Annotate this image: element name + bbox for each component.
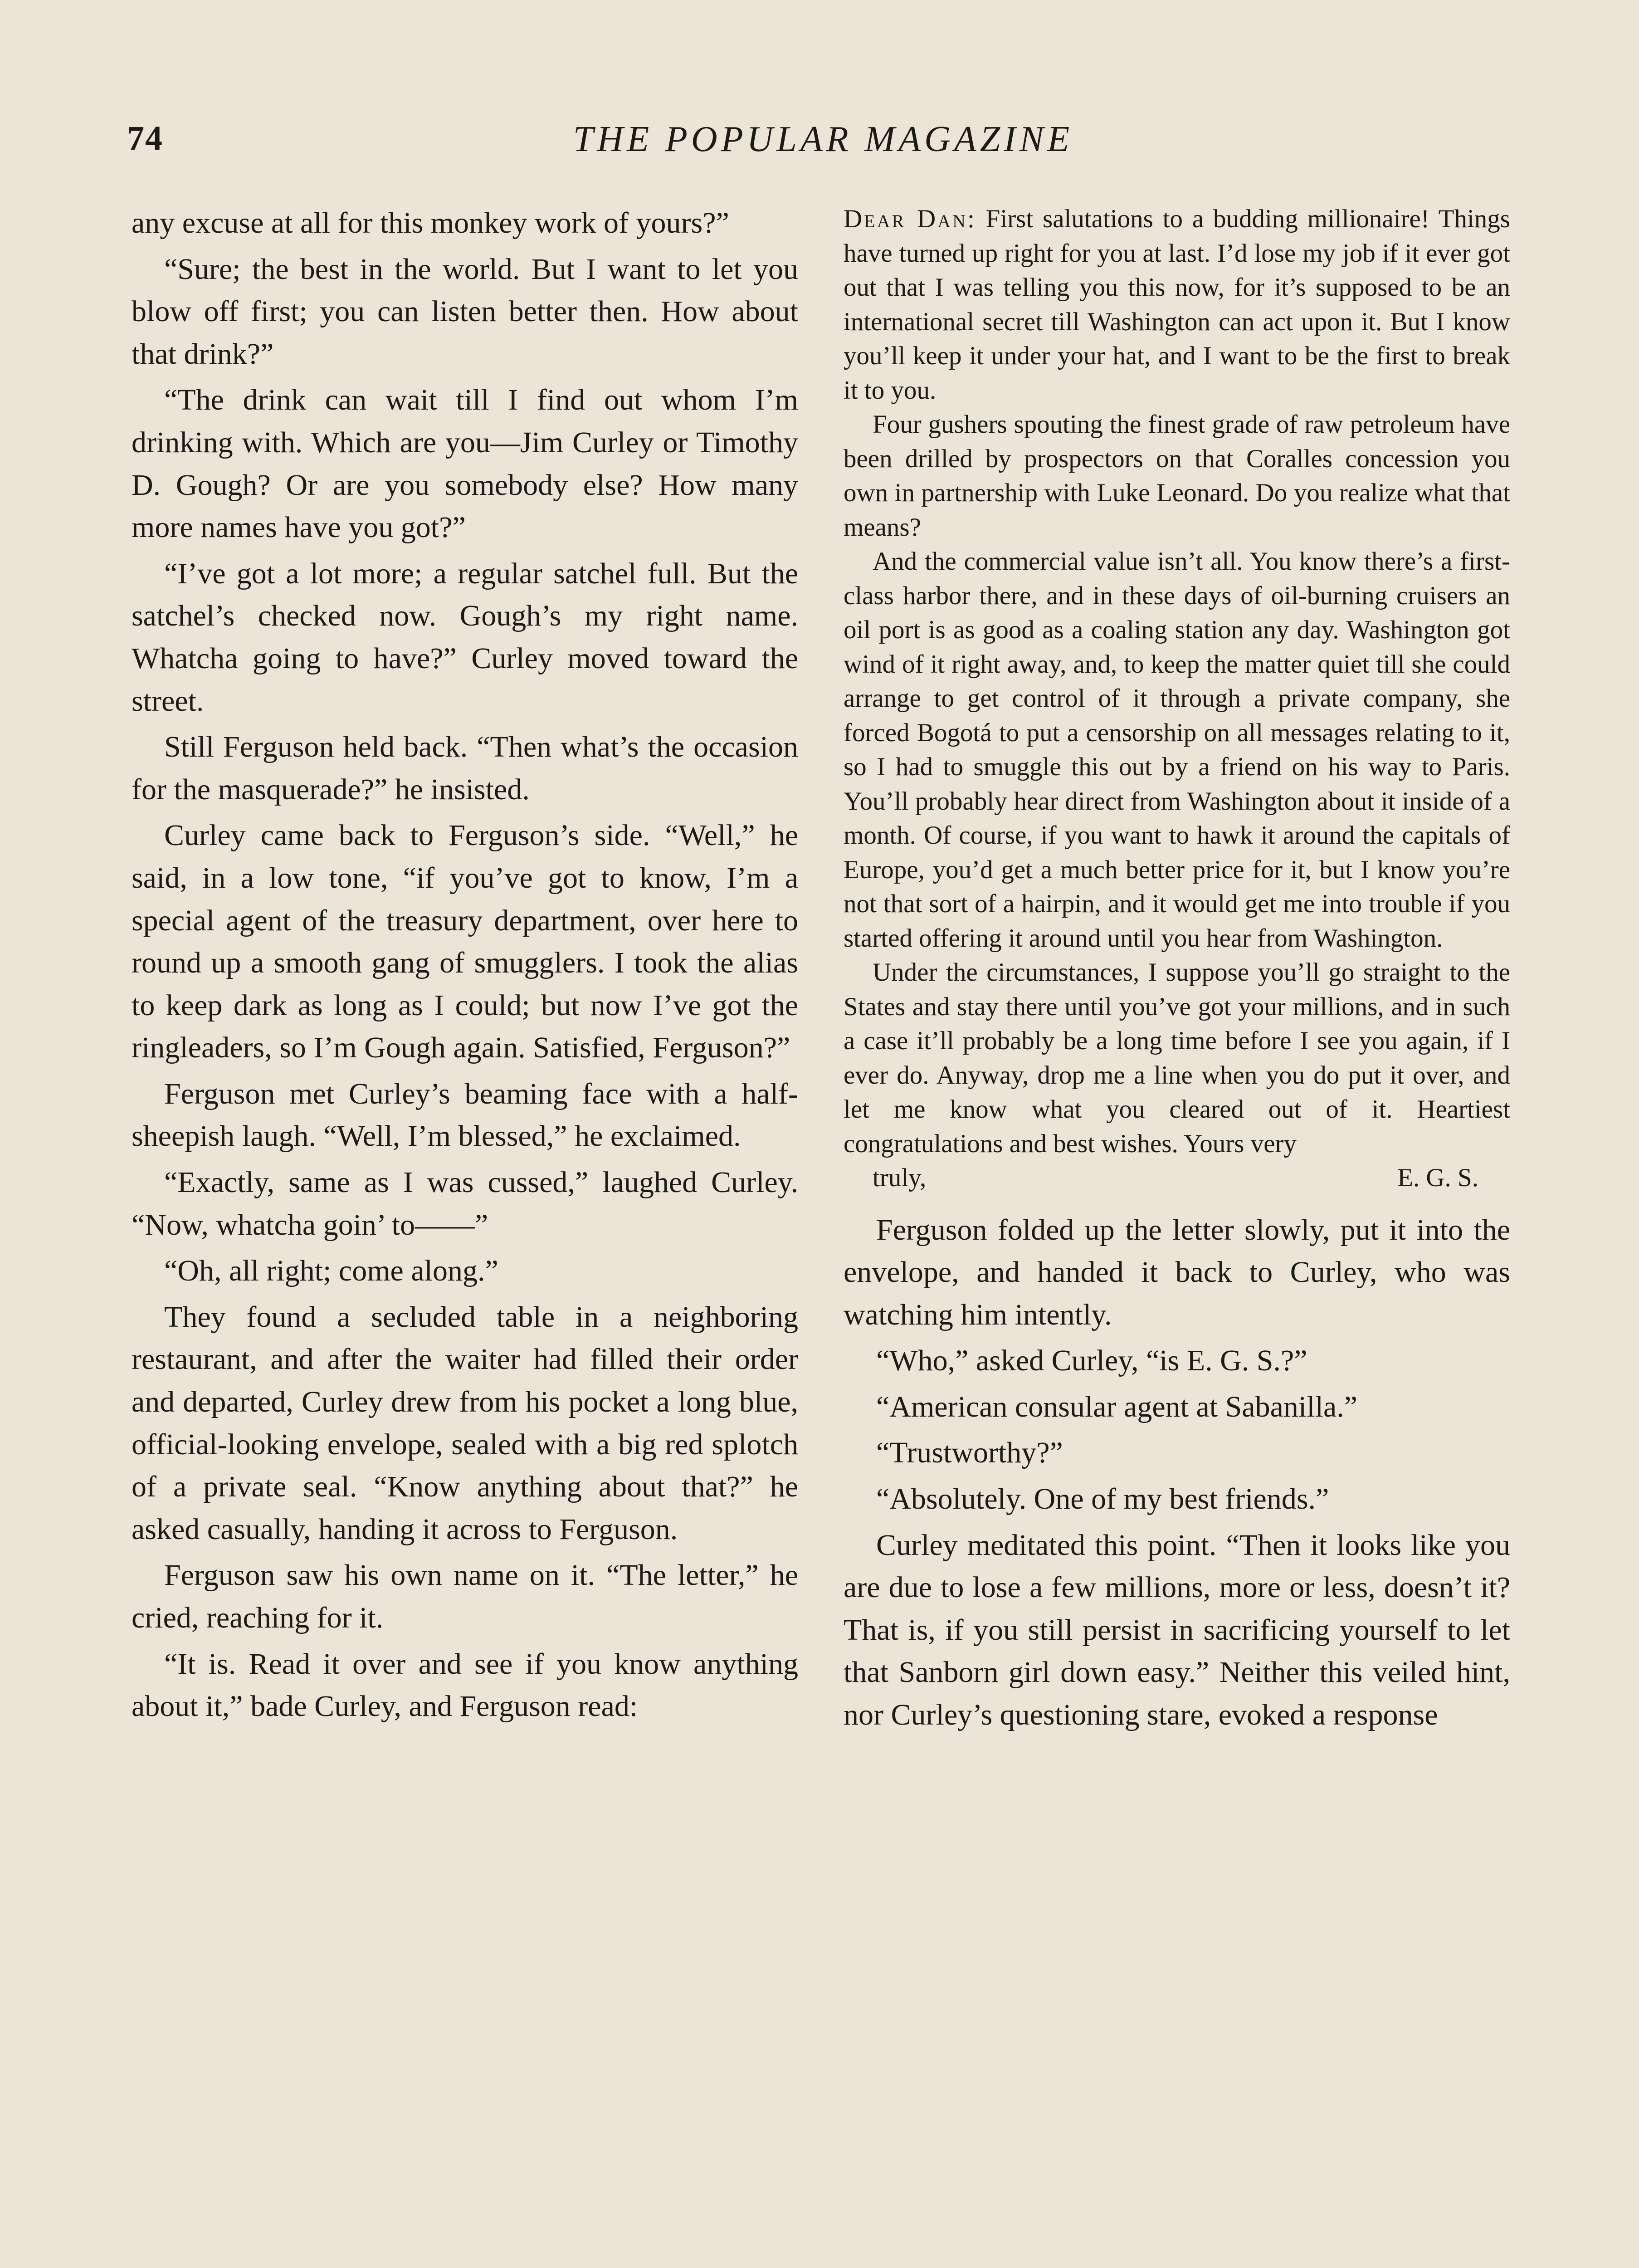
paragraph: “Trustworthy?” [876, 1436, 1063, 1470]
paragraph: “Oh, all right; come along.” [164, 1254, 498, 1288]
paragraph: Curley came back to Ferguson’s side. “Well,” he said, in a low tone, “if you’ve got to know, I’m a special agent of the treasury department, over here to round up a smooth gang of smugglers. I took the alias to keep dark as long as I could; but now I’ve got the ringleaders, so I’m Gough again. Satisfied, Ferguson?” [132, 819, 798, 1065]
paragraph: “Absolutely. One of my best friends.” [876, 1482, 1329, 1516]
paragraph: They found a secluded table in a neighboring restaurant, and after the waiter had filled their order and departed, Curley drew from his pocket a long blue, official-looking envelope, sealed with a big red splotch of a private seal. “Know anything about that?” he asked casually, handing it across to Ferguson. [132, 1300, 798, 1546]
letter-opening [844, 202, 1510, 407]
paragraph: Curley meditated this point. “Then it looks like you are due to lose a few millions, more or less, doesn’t it? That is, if you still persist in sacrificing yourself to let that Sanborn girl down easy.” Neither this veiled hint, nor Curley’s questioning stare, evoked a response [844, 1528, 1510, 1732]
paragraph: “American consular agent at Sabanilla.” [876, 1390, 1358, 1423]
paragraph: “Who,” asked Curley, “is E. G. S.?” [876, 1344, 1307, 1378]
paragraph: “I’ve got a lot more; a regular satchel full. But the satchel’s checked now. Gough’s my right name. Whatcha going to have?” Curley moved toward the street. [132, 557, 798, 718]
letter-opening-text: First salutations to a budding millionaire! Things have turned up right for you at last. I’d lose my job if it ever got out that I was telling you this now, for it’s supposed to be an international secret till Washington can act upon it. But I know you’ll keep it under your hat, and I want to be the first to break it to you. [844, 205, 1510, 405]
letter-salutation: Dear Dan: [844, 205, 976, 233]
right-column-text [844, 1209, 1510, 1736]
letter-signature: E. G. S. [1397, 1163, 1478, 1192]
paragraph: “Exactly, same as I was cussed,” laughed Curley. “Now, whatcha goin’ to——” [132, 1166, 798, 1242]
paragraph: Still Ferguson held back. “Then what’s the occasion for the masquerade?” he insisted. [132, 730, 798, 806]
left-column [132, 202, 798, 2268]
paragraph: “The drink can wait till I find out whom I’m drinking with. Which are you—Jim Curley or Timothy D. Gough? Or are you somebody else? How many more names have you got?” [132, 383, 798, 544]
paragraph: “Sure; the best in the world. But I want to let you blow off first; you can listen better then. How about that drink?” [132, 252, 798, 371]
letter [844, 202, 1510, 1195]
right-column [844, 202, 1510, 2268]
letter-signature-line [844, 1161, 1510, 1195]
paragraph: Ferguson met Curley’s beaming face with a half-sheepish laugh. “Well, I’m blessed,” he exclaimed. [132, 1077, 798, 1153]
running-title: THE POPULAR MAGAZINE [573, 119, 1073, 159]
letter-paragraph: Four gushers spouting the finest grade of raw petroleum have been drilled by prospectors on that Coralles concession you own in partnership with Luke Leonard. Do you realize what that means? [844, 410, 1510, 542]
letter-paragraph: And the commercial value isn’t all. You know there’s a first-class harbor there, and in these days of oil-burning cruisers an oil port is as good as a coaling station any day. Washington got wind of it right away, and, to keep the matter quiet till she could arrange to get control of it through a private company, she forced Bogotá to put a censorship on all messages relating to it, so I had to smuggle this out by a friend on his way to Paris. You’ll probably hear direct from Washington about it inside of a month. Of course, if you want to hawk it around the capitals of Europe, you’d get a much better price for it, but I know you’re not that sort of a hairpin, and it would get me into trouble if you started offering it around until you hear from Washington. [844, 547, 1510, 953]
letter-paragraph: Under the circumstances, I suppose you’ll go straight to the States and stay there until you’ve got your millions, and in such a case it’ll probably be a long time before I see you again, if I ever do. Anyway, drop me a line when you do put it over, and let me know what you cleared out of it. Heartiest congratulations and best wishes. Yours very [844, 958, 1510, 1158]
page-header [127, 119, 1519, 169]
letter-closing: truly, [873, 1163, 927, 1192]
page-number: 74 [127, 119, 163, 157]
paragraph: any excuse at all for this monkey work of yours?” [132, 206, 729, 240]
paragraph: “It is. Read it over and see if you know anything about it,” bade Curley, and Ferguson read: [132, 1647, 798, 1723]
paragraph: Ferguson folded up the letter slowly, put it into the envelope, and handed it back to Curley, who was watching him intently. [844, 1213, 1510, 1331]
paragraph: Ferguson saw his own name on it. “The letter,” he cried, reaching for it. [132, 1559, 798, 1634]
